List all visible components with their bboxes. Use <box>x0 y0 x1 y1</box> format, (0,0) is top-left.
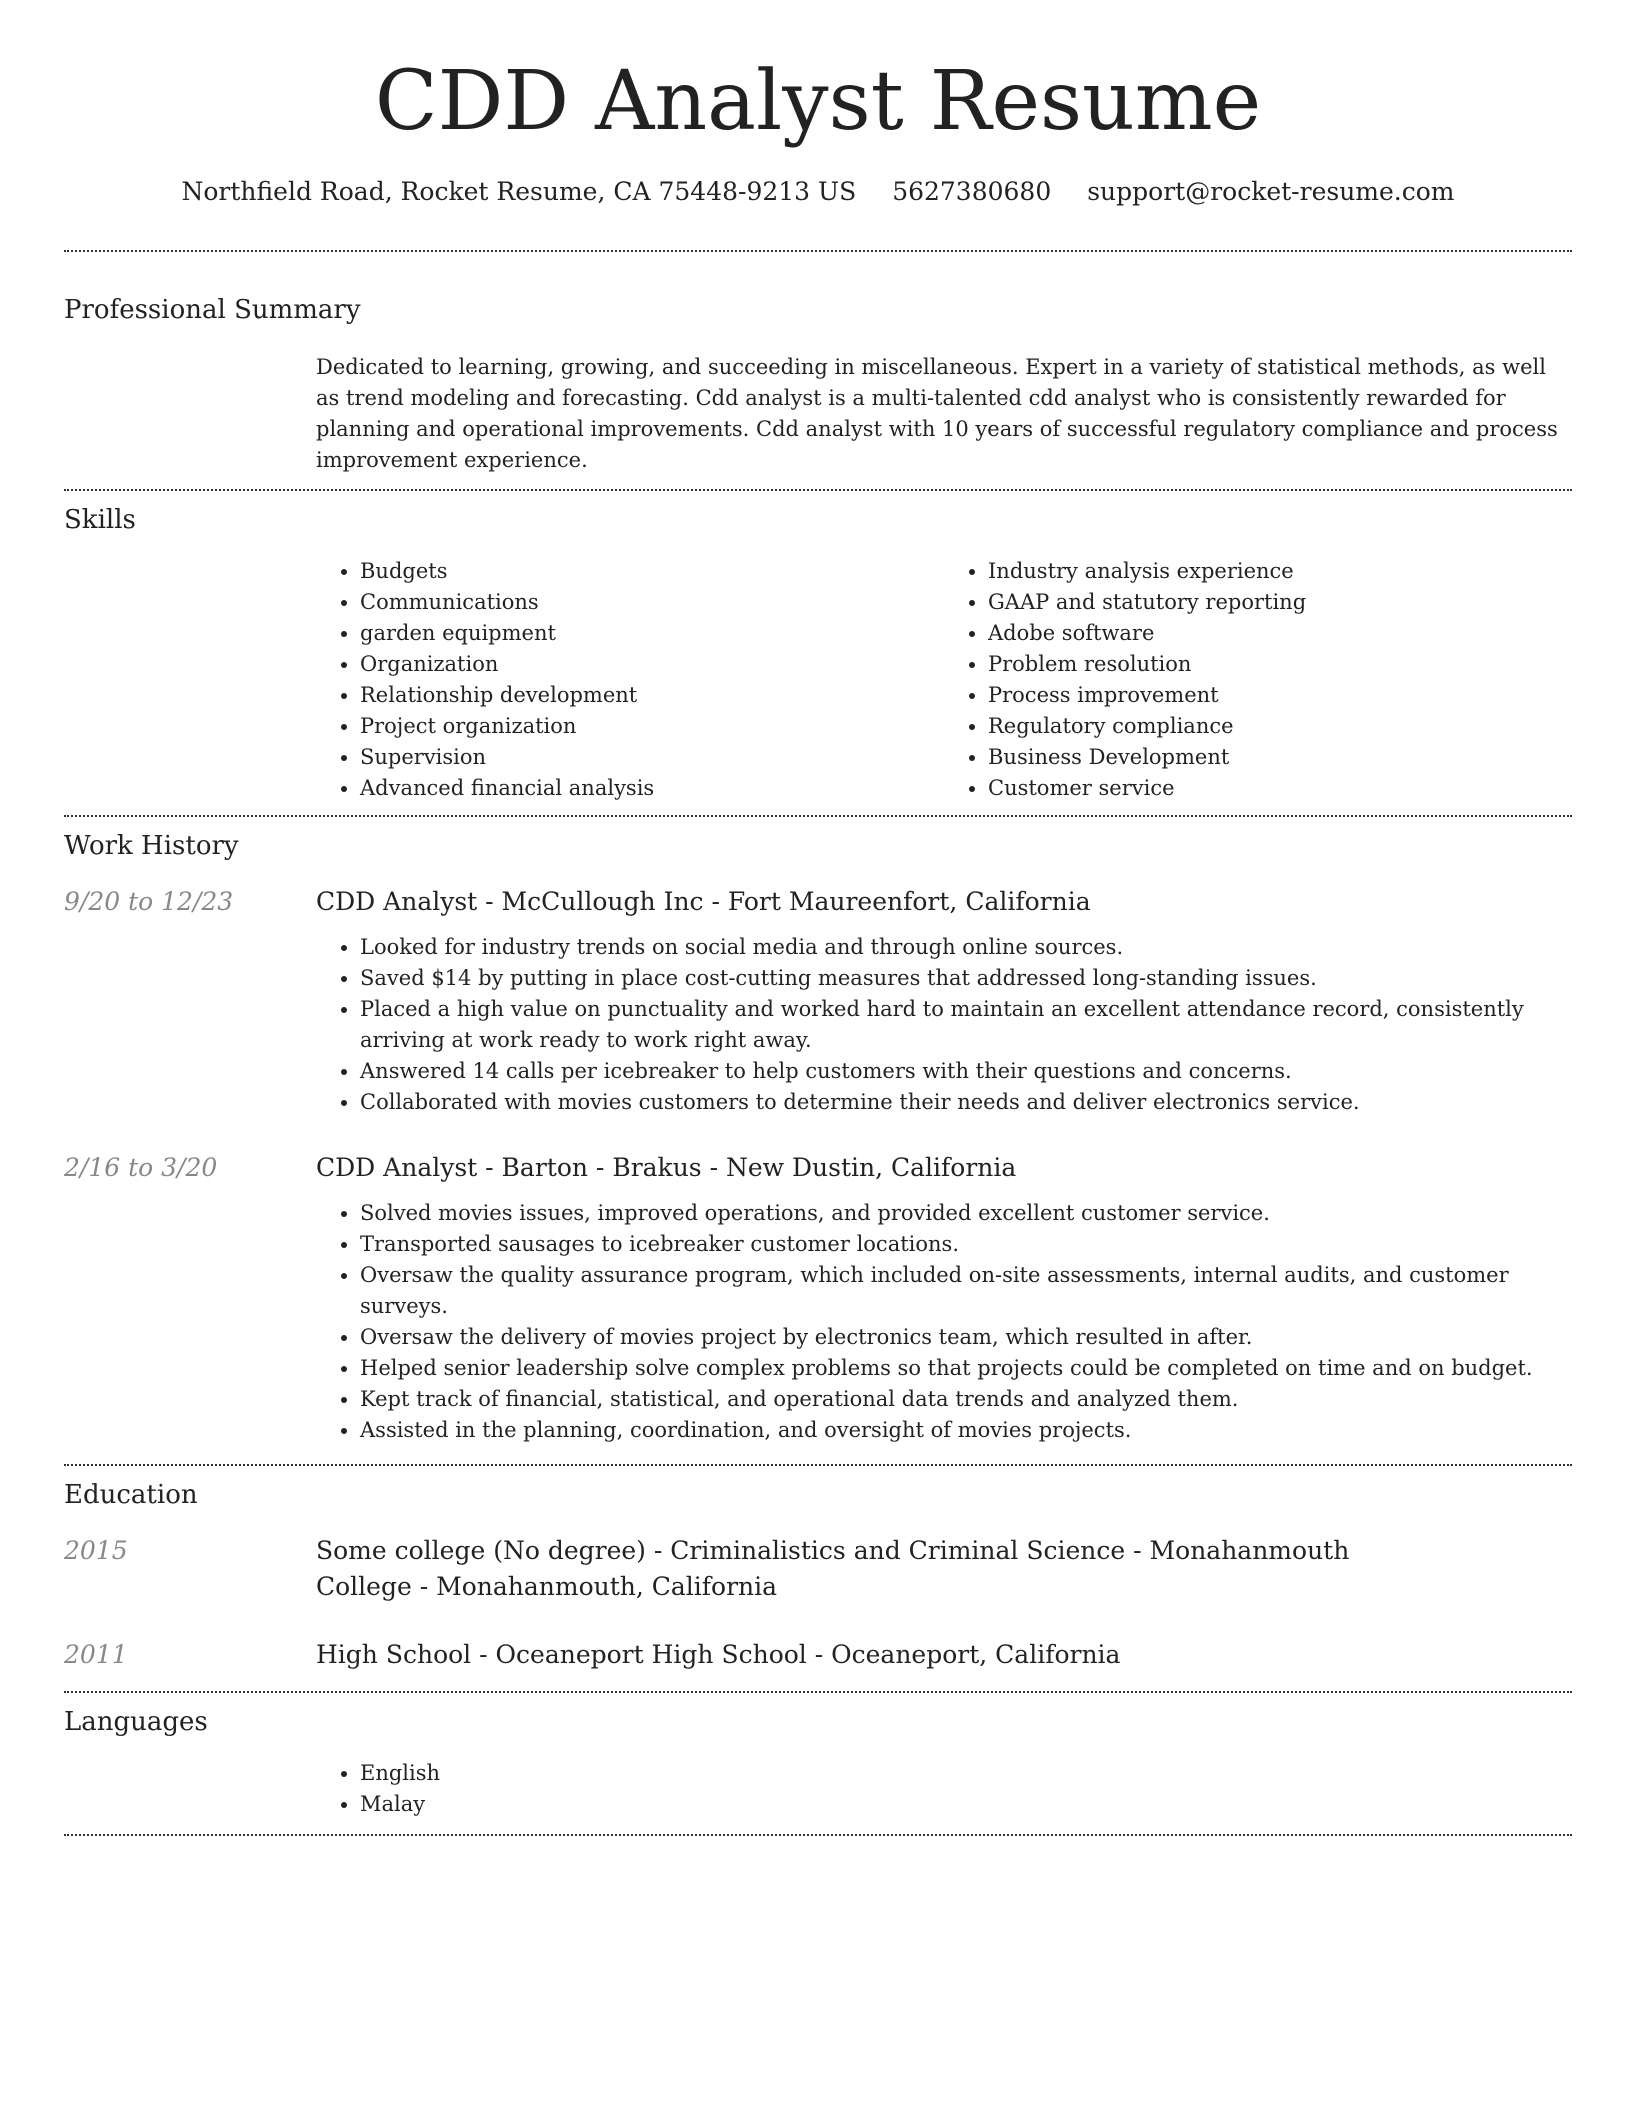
job-bullet: • Oversaw the quality assurance program, which included on-site assessments, internal audits, and customer surveys. <box>360 1260 1572 1322</box>
skill-item: • Regulatory compliance <box>988 711 1572 742</box>
skills-list-right <box>944 556 1572 804</box>
skills-columns <box>316 556 1572 804</box>
skill-item: • Project organization <box>360 711 944 742</box>
education-school: - Oceaneport High School - Oceaneport, California <box>471 1640 1121 1669</box>
education-entry <box>64 1637 1572 1673</box>
education-year: 2011 <box>64 1640 128 1669</box>
work-section <box>64 828 1572 1446</box>
education-section <box>64 1477 1572 1673</box>
job-bullet: • Placed a high value on punctuality and worked hard to maintain an excellent attendance record, consistently arriving at work ready to work right away. <box>360 994 1572 1056</box>
education-entry <box>64 1533 1572 1605</box>
skill-item: • Problem resolution <box>988 649 1572 680</box>
skill-item: • Advanced financial analysis <box>360 773 944 804</box>
contact-address: Northfield Road, Rocket Resume, CA 75448-9213 US <box>181 177 857 206</box>
summary-text: Dedicated to learning, growing, and succeeding in miscellaneous. Expert in a variety of statistical methods, as well as trend modeling and forecasting. Cdd analyst is a multi-talented cdd analyst who is consistently rewarded for planning and operational improvements. Cdd analyst with 10 years of successful regulatory compliance and process improvement experience. <box>316 355 1558 472</box>
education-heading: Education <box>64 1480 198 1510</box>
job-bullet: • Kept track of financial, statistical, and operational data trends and analyzed them. <box>360 1384 1572 1415</box>
skill-item: • Supervision <box>360 742 944 773</box>
job-bullet: • Looked for industry trends on social media and through online sources. <box>360 932 1572 963</box>
skill-item: • Customer service <box>988 773 1572 804</box>
job-bullet: • Answered 14 calls per icebreaker to help customers with their questions and concerns. <box>360 1056 1572 1087</box>
work-heading: Work History <box>64 831 239 861</box>
job-header <box>64 884 1572 920</box>
skill-item: • Organization <box>360 649 944 680</box>
divider <box>64 1464 1572 1466</box>
contact-email: support@rocket-resume.com <box>1087 177 1455 206</box>
divider <box>64 1691 1572 1693</box>
skill-item: • Relationship development <box>360 680 944 711</box>
job-bullets <box>316 932 1572 1118</box>
divider <box>64 250 1572 252</box>
skill-item: • Process improvement <box>988 680 1572 711</box>
job-bullet: • Transported sausages to icebreaker customer locations. <box>360 1229 1572 1260</box>
education-heading-text <box>316 1533 1416 1605</box>
education-degree: High School <box>316 1640 472 1669</box>
skills-heading: Skills <box>64 505 136 535</box>
languages-heading: Languages <box>64 1707 208 1737</box>
contact-line <box>64 174 1572 210</box>
resume-title: CDD Analyst Resume <box>374 54 1262 149</box>
divider <box>64 489 1572 491</box>
education-heading-text <box>316 1637 1120 1673</box>
skill-item: • Adobe software <box>988 618 1572 649</box>
job-entry <box>64 884 1572 1118</box>
job-heading: CDD Analyst - Barton - Brakus - New Dustin, California <box>316 1153 1017 1182</box>
skill-item: • Business Development <box>988 742 1572 773</box>
job-entry <box>64 1150 1572 1446</box>
language-item: • Malay <box>360 1789 1572 1820</box>
job-bullets <box>316 1198 1572 1446</box>
contact-phone: 5627380680 <box>892 177 1052 206</box>
skill-item: • Communications <box>360 587 944 618</box>
job-bullet: • Saved $14 by putting in place cost-cutting measures that addressed long-standing issues. <box>360 963 1572 994</box>
skill-item: • Industry analysis experience <box>988 556 1572 587</box>
skills-section <box>64 502 1572 804</box>
job-dates: 2/16 to 3/20 <box>64 1153 218 1182</box>
divider <box>64 815 1572 817</box>
job-bullet: • Oversaw the delivery of movies project by electronics team, which resulted in after. <box>360 1322 1572 1353</box>
job-bullet: • Helped senior leadership solve complex problems so that projects could be completed on time and on budget. <box>360 1353 1572 1384</box>
languages-section <box>64 1704 1572 1820</box>
summary-section <box>64 292 1572 476</box>
language-item: • English <box>360 1758 1572 1789</box>
job-dates: 9/20 to 12/23 <box>64 887 234 916</box>
skill-item: • GAAP and statutory reporting <box>988 587 1572 618</box>
job-bullet: • Collaborated with movies customers to determine their needs and deliver electronics service. <box>360 1087 1572 1118</box>
education-school: - Monahanmouth College - Monahanmouth, California <box>316 1536 1350 1601</box>
resume-page <box>64 0 1572 1836</box>
languages-list <box>316 1758 1572 1820</box>
education-degree: Some college (No degree) - Criminalistics and Criminal Science <box>316 1536 1126 1565</box>
job-bullet: • Assisted in the planning, coordination, and oversight of movies projects. <box>360 1415 1572 1446</box>
job-header <box>64 1150 1572 1186</box>
education-year: 2015 <box>64 1536 128 1565</box>
summary-heading: Professional Summary <box>64 295 361 325</box>
job-heading: CDD Analyst - McCullough Inc - Fort Maureenfort, California <box>316 887 1091 916</box>
skills-list-left <box>316 556 944 804</box>
skill-item: • garden equipment <box>360 618 944 649</box>
job-bullet: • Solved movies issues, improved operations, and provided excellent customer service. <box>360 1198 1572 1229</box>
skill-item: • Budgets <box>360 556 944 587</box>
divider <box>64 1834 1572 1836</box>
